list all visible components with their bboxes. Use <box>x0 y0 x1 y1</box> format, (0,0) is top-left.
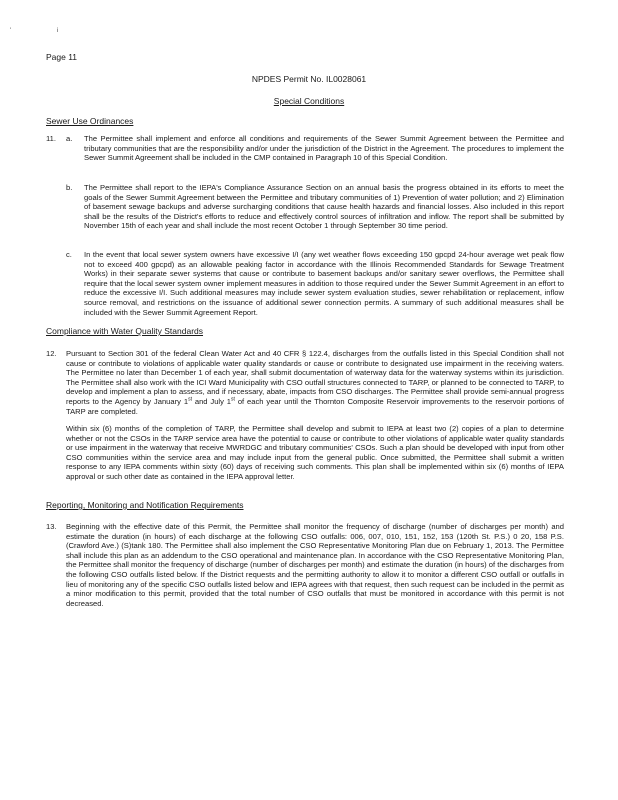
permit-title: NPDES Permit No. IL0028061 <box>251 74 367 84</box>
item-12-paragraph-2: Within six (6) months of the completion of TARP, the Permittee shall develop and submit to IEPA at least two (2) copies of a plan to determine whether or not the CSOs in the TARP service area have the potential to cause or contribute to other violations of applicable water quality standards or use impairment in the waterway that receive MWRDGC and tributary communities' CSOs. Such a plan should be developed with input from other CSO communities within the service area and may include input from the general public. Once submitted, the Permittee shall submit a written response to any IEPA comments within sixty (60) days of receiving such comments. This plan shall be implemented within six (6) months of IEPA approval or such other date as contained in the IEPA approval letter. <box>66 424 564 481</box>
item-12-paragraph-1 <box>66 349 564 416</box>
page-number: Page 11 <box>46 52 78 62</box>
sewer-use-heading: Sewer Use Ordinances <box>46 116 134 126</box>
item-11b-text: The Permittee shall report to the IEPA's Compliance Assurance Section on an annual basis the progress obtained in its efforts to meet the goals of the Sewer Summit Agreement between the Permittee and tributary communities of 1) Prevention of water pollution; and 2) Elimination of basement sewage backups and adverse surcharging conditions that cause health hazards and financial losses. Also included in this report shall be the results of the District's efforts to reduce and effectively control sources of infiltration and inflow. The report shall be submitted by November 15th of each year and shall include the most recent October 1 through September 30 time period. <box>84 183 564 231</box>
item-12-p1-part-b: and July 1 <box>191 396 232 406</box>
item-number-13: 13. <box>46 522 57 531</box>
compliance-heading: Compliance with Water Quality Standards <box>46 326 204 336</box>
scan-artifact: ' i <box>10 28 81 34</box>
item-11c-label: c. <box>66 250 72 259</box>
item-13-text: Beginning with the effective date of this Permit, the Permittee shall monitor the frequency of discharge (number of discharges per month) and estimate the duration (in hours) of each discharge at the following CSO outfalls: 006, 007, 010, 151, 152, 153 (120th St. P.S.) 0 20, 158 P.S. (Crawford Ave.) (S)tank 180. The Permittee shall also implement the CSO Representative Monitoring Plan due on February 1, 2013. The Permittee shall include this plan as an addendum to the CSO operational and maintenance plan. In accordance with the CSO Representative Monitoring Plan, the Permittee shall monitor the frequency of discharge (number of discharges per month) and estimate the duration (in hours) of the discharges from the following CSO outfalls listed below. If the District requests and the permitting authority to allow it to monitor a different CSO outfall or outfalls in lieu of monitoring any of the specific CSO outfalls listed below and IEPA agrees with that request, then such request can be included in the permit as a minor modification to this permit, provided that the total number of CSO outfalls that must be monitored in accordance with this permit is not decreased. <box>66 522 564 608</box>
item-12-p1-part-a: Pursuant to Section 301 of the federal Clean Water Act and 40 CFR § 122.4, discharges from the outfalls listed in this Special Condition shall not cause or contribute to violations of applicable water quality standards or cause or contribute to designated use impairment in the receiving waters. The Permittee no later than December 1 of each year, shall submit documentation of waterway data for the waterway systems within its jurisdiction. The Permittee shall also work with the ICI Ward Municipality with CSO outfall structures connected to TARP, or planned to be connected to TARP, to develop and implement a plan to assess, and if necessary, abate, impacts from CSO discharges. The Permittee shall provide semi-annual progress reports to the Agency by January 1 <box>66 349 564 406</box>
item-11b-label: b. <box>66 183 73 192</box>
reporting-heading: Reporting, Monitoring and Notification Requirements <box>46 500 244 510</box>
superscript-st: st <box>231 396 235 403</box>
item-11a-text: The Permittee shall implement and enforce all conditions and requirements of the Sewer Summit Agreement between the Permittee and tributary communities that are the responsibility and/or under the jurisdiction of the District in the Agreement. The procedures to implement the Sewer Summit Agreement shall be included in the CMP contained in Paragraph 10 of this Special Condition. <box>84 134 564 163</box>
item-11a-label: a. <box>66 134 73 143</box>
item-12-p1-part-c: of each year until the Thornton Composite Reservoir improvements to the reservoir portions of TARP are completed. <box>66 396 564 416</box>
item-number-12: 12. <box>46 349 57 358</box>
item-11c-text: In the event that local sewer system owners have excessive I/I (any wet weather flows exceeding 150 gpcpd 24-hour average wet peak flow not to exceed 400 gpcpd) as an allowable peaking factor in accordance with the Illinois Recommended Standards for Sewage Treatment Works) in their separate sewer systems that cause or contribute to basement backups and/or sanitary sewer overflows, the Permittee shall require that the local sewer system owner implement measures in addition to those required under the Sewer Summit Agreement in an effort to reduce the excessive I/I. Such additional measures may include sewer system evaluation studies, sewer rehabilitation or replacement, inflow source removal, and restrictions on the issuance of additional sewer connection permits. A summary of such additional measures shall be included with the Sewer Summit Agreement Report. <box>84 250 564 317</box>
special-conditions-subtitle: Special Conditions <box>273 96 345 106</box>
superscript-st: st <box>188 396 192 403</box>
item-number-11: 11. <box>46 134 56 143</box>
